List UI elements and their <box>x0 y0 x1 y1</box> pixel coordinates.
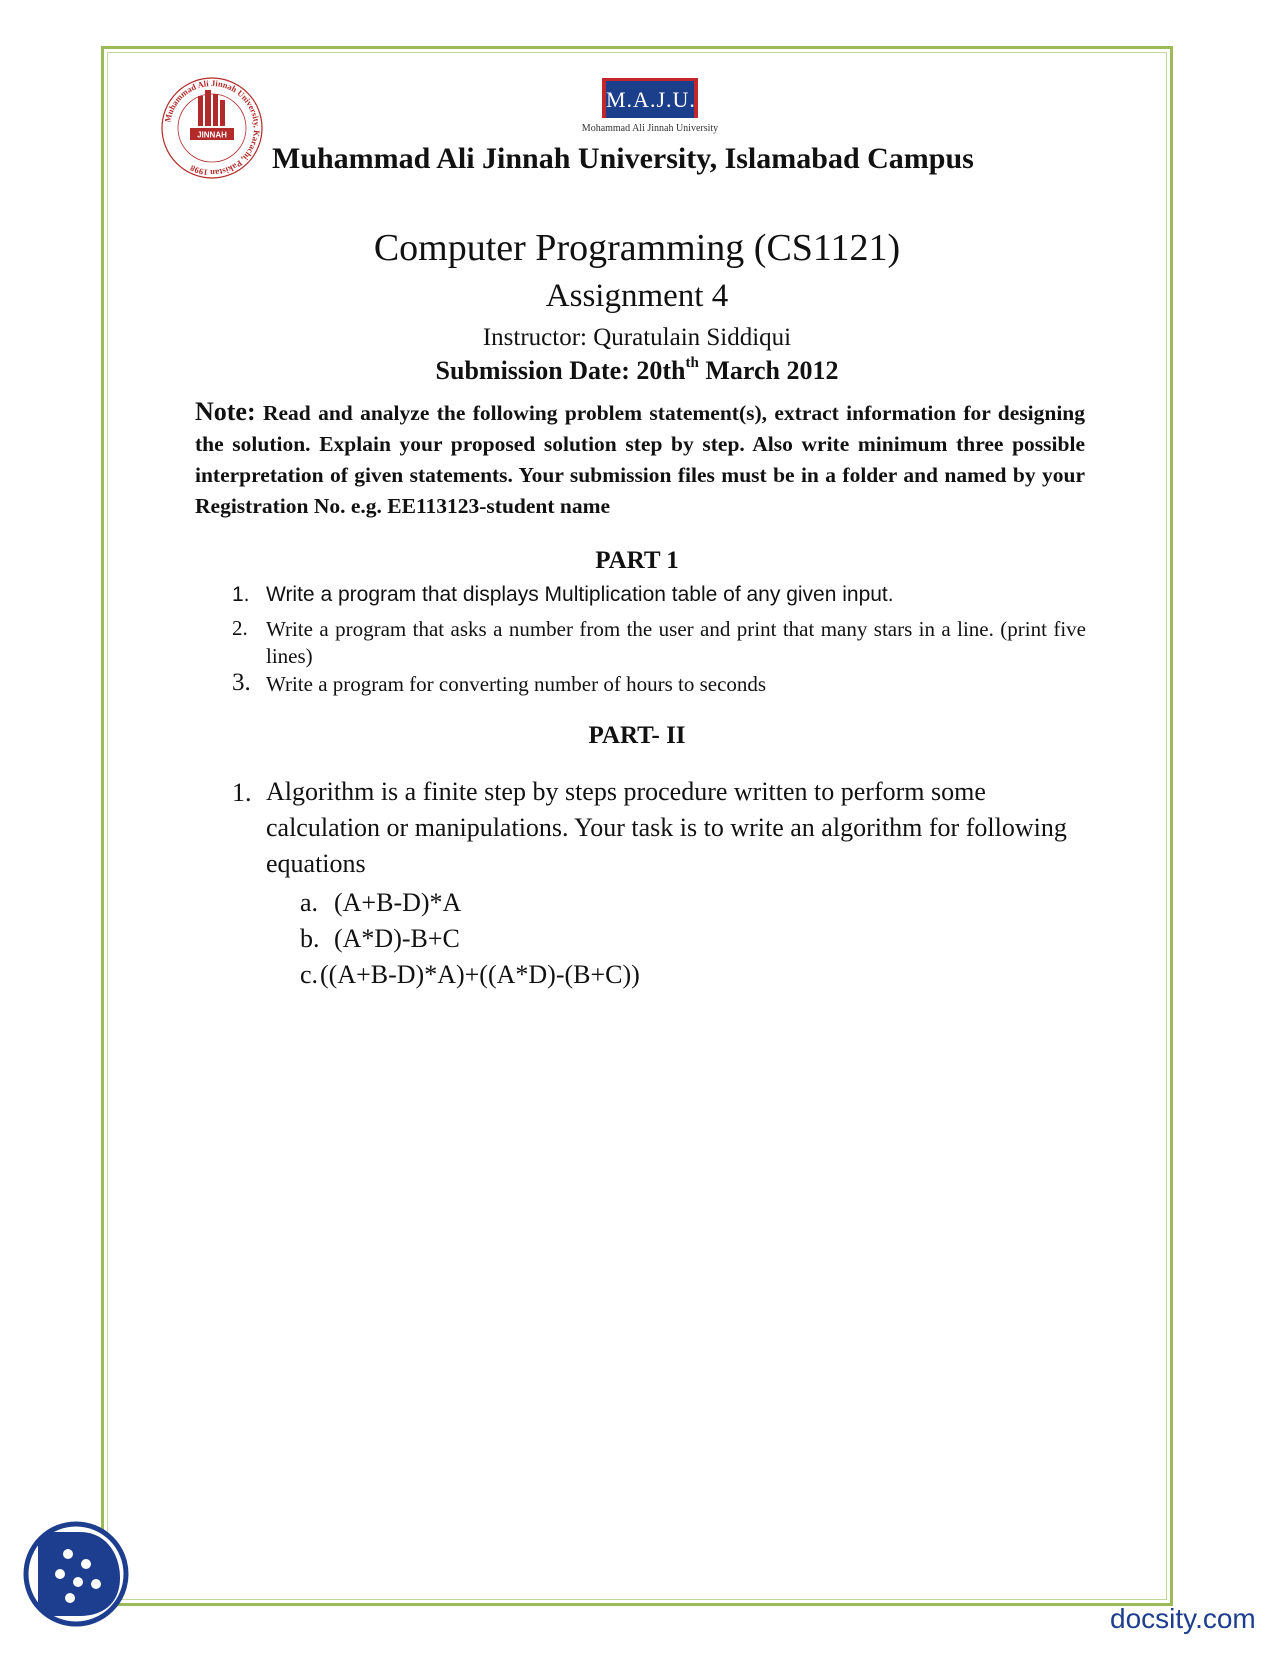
part2-heading: PART- II <box>588 722 686 749</box>
equation-letter: c. <box>300 960 319 989</box>
maju-logo-caption: Mohammad Ali Jinnah University <box>581 123 719 134</box>
course-title: Computer Programming (CS1121) <box>373 227 901 269</box>
submission-date <box>107 356 1167 386</box>
maju-logo-text: M.A.J.U. <box>606 81 694 118</box>
equation-letter: b. <box>300 924 320 953</box>
submission-date-suffix: March 2012 <box>698 356 839 385</box>
svg-text:Muhammad Ali Jinnah University: Muhammad Ali Jinnah University, Karachi, Pakistan 1998 <box>162 77 263 179</box>
equation-letter: a. <box>300 888 319 917</box>
item-text: Write a program that asks a number from the user and print that many stars in a line. (print five lines) <box>266 617 1086 668</box>
submission-date-sup: th <box>685 355 699 372</box>
item-text: Write a program for converting number of hours to seconds <box>266 672 767 696</box>
instructor-line: Instructor: Quratulain Siddiqui <box>482 324 792 351</box>
equation-text: ((A+B-D)*A)+((A*D)-(B+C)) <box>320 960 640 989</box>
docsity-logo-icon <box>20 1518 132 1630</box>
note-label: Note: <box>195 397 256 426</box>
submission-date-prefix: Submission Date: 20th <box>435 356 686 385</box>
equation-text: (A*D)-B+C <box>334 924 460 953</box>
equation-a <box>300 888 461 918</box>
note-paragraph <box>195 396 1085 522</box>
equation-c <box>300 960 640 990</box>
item-number: 2. <box>232 616 248 640</box>
item-number: 3. <box>232 669 251 696</box>
maju-logo <box>570 78 730 144</box>
university-seal-logo <box>158 74 266 182</box>
equation-b <box>300 924 460 954</box>
note-text: Read and analyze the following problem statement(s), extract information for designing the solution. Explain your proposed solution step by step. Also write minimum three possible interpretation of given statements. Your submission files must be in a folder and named by your Registration No. e.g. EE113123-student name <box>195 401 1085 518</box>
item-text: Algorithm is a finite step by steps procedure written to perform some calculation or manipulations. Your task is to write an algorithm for following equations <box>266 777 1067 878</box>
item-number: 1. <box>232 778 252 807</box>
assignment-title: Assignment 4 <box>545 278 729 314</box>
svg-text:JINNAH: JINNAH <box>197 130 227 140</box>
docsity-brand-text[interactable]: docsity.com <box>1110 1603 1256 1634</box>
university-name: Muhammad Ali Jinnah University, Islamabad Campus <box>272 142 974 175</box>
item-text: Write a program that displays Multiplication table of any given input. <box>266 583 894 606</box>
equation-text: (A+B-D)*A <box>334 888 462 917</box>
part1-heading: PART 1 <box>595 547 679 574</box>
item-number: 1. <box>232 583 250 606</box>
